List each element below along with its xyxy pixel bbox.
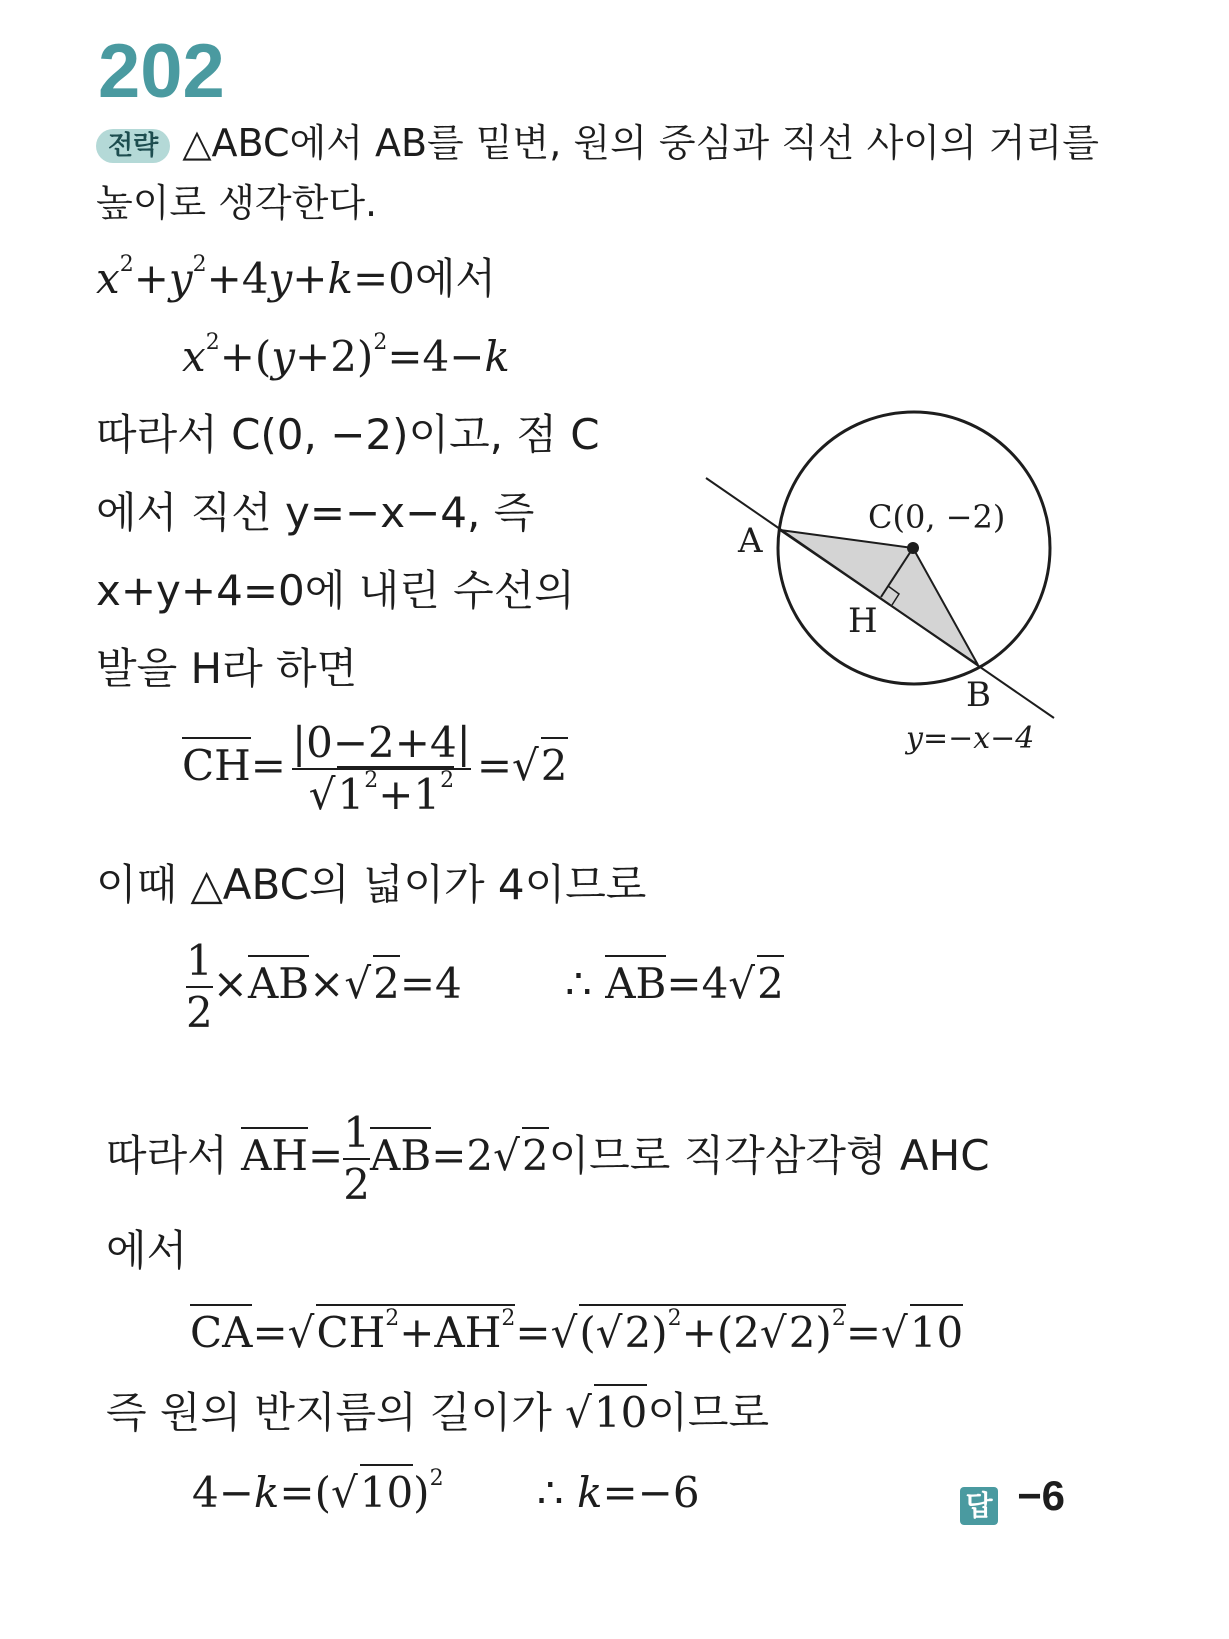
equation-ah: 따라서 AH= $\frac{1}{2}$ AB=2√2이므로 직각삼각형 AHC [106, 1108, 990, 1209]
text-radius-2: 이므로 [647, 1388, 770, 1437]
equation-area: $\frac{1}{2}$ ×AB×√2=4 ∴ AB=4√2 [186, 936, 784, 1037]
label-h: H [848, 601, 878, 641]
equation-circle-standard: $x^2+(y+2)^2=4-k$ [182, 330, 510, 381]
text-radius-1: 즉 원의 반지름의 길이가 [106, 1388, 552, 1437]
text-in: 에서 [106, 1226, 188, 1275]
text-area: 이때 △ABC의 넓이가 4이므로 [96, 860, 647, 909]
answer-value: −6 [1017, 1472, 1065, 1519]
strategy-line-1 [96, 121, 1099, 165]
distance-numerator: |0−2+4| [291, 718, 471, 767]
label-b: B [966, 675, 991, 715]
equation-circle-general: $x^2+y^2+4y+k=0$에서 [96, 252, 497, 303]
equation-final: $4-k=(√10)^2$ ∴ k=−6 [192, 1466, 700, 1517]
equation-suffix: 에서 [414, 254, 497, 303]
circle-figure [690, 400, 1110, 770]
problem-number: 202 [98, 29, 225, 114]
text-right-triangle: 이므로 직각삼각형 AHC [548, 1131, 990, 1180]
center-point [907, 542, 919, 554]
text-line-line: 에서 직선 y=−x−4, 즉 [96, 488, 535, 537]
text-line-foot: 발을 H라 하면 [96, 644, 358, 693]
text-radius: 즉 원의 반지름의 길이가 √10이므로 [106, 1392, 769, 1434]
text-therefore: 따라서 [106, 1131, 228, 1180]
strategy-text-2: 높이로 생각한다. [96, 181, 378, 225]
text-line-center: 따라서 C(0, −2)이고, 점 C [96, 410, 600, 459]
label-c: C(0, −2) [868, 498, 1006, 536]
label-a: A [738, 521, 763, 561]
equation-ch-distance: CH= $\frac{|0-2+4|}{√1^2+1^2}$ =√2 [182, 718, 568, 819]
strategy-text-1: △ABC에서 AB를 밑변, 원의 중심과 직선 사이의 거리를 [182, 121, 1099, 165]
equation-ca: $CA=√CH^2+AH^2=√(√2)^2+(2√2)^2=√10$ [190, 1306, 964, 1357]
strategy-badge: 전략 [96, 129, 170, 163]
label-line: y=−x−4 [906, 721, 1035, 756]
text-line-perpendicular: x+y+4=0에 내린 수선의 [96, 566, 575, 615]
answer-badge: 답 [960, 1487, 998, 1525]
answer [960, 1472, 1065, 1525]
